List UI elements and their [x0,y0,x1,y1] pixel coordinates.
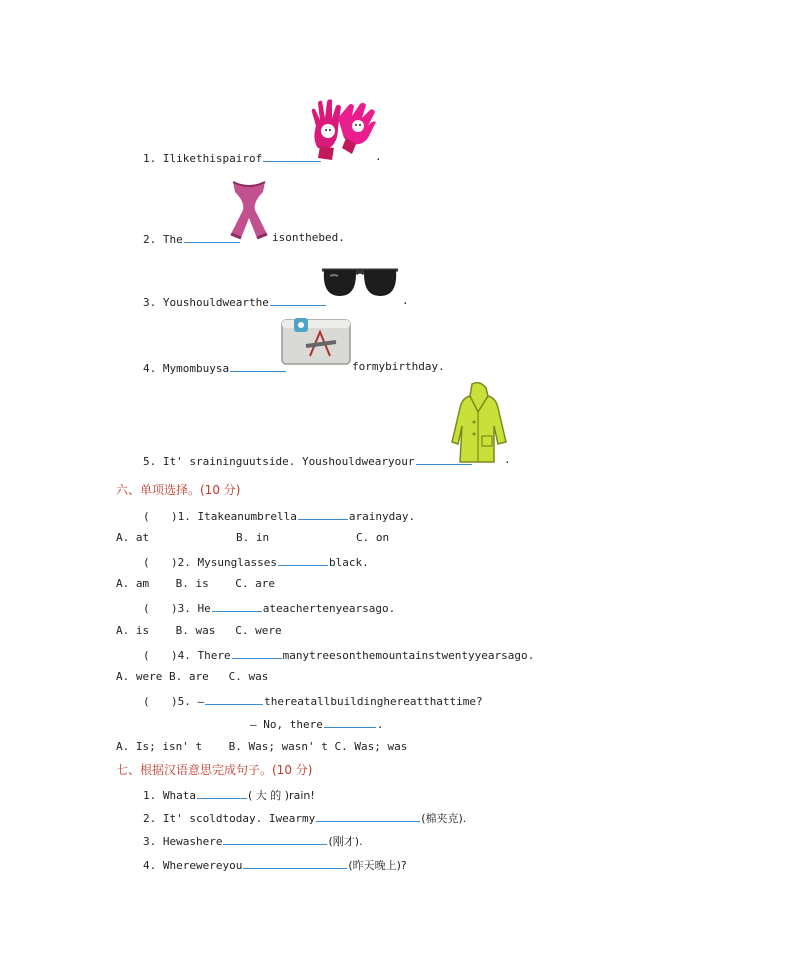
answer-blank[interactable] [197,786,247,799]
answer-blank[interactable] [298,507,348,520]
q6-5-reply-text: — No, there [250,718,323,731]
q7-4 [143,856,407,874]
q7-4-text: 4. Wherewereyou [143,859,243,872]
answer-blank[interactable] [316,809,420,822]
q6-1 [143,507,415,525]
paren-open: ( [143,695,150,708]
gloves-image [308,98,378,162]
q5-5 [143,452,473,470]
option-a[interactable]: A. at [116,531,150,544]
option-b[interactable]: B. in [236,531,270,544]
q6-3-text: )3. He [171,602,211,615]
q6-5-text: )5. — [171,695,205,708]
answer-blank[interactable] [212,599,262,612]
q5-2-post: isonthebed. [272,231,345,244]
q7-3-hint: (刚才). [328,835,363,848]
q7-2-hint: (棉夹克). [421,812,467,825]
answer-blank[interactable] [223,832,327,845]
q6-4-post: manytreesonthemountainstwentyyearsago. [282,649,535,662]
q6-3-post: ateachertenyearsago. [262,602,396,615]
paren-open: ( [143,556,150,569]
q5-4-pre: 4. Mymombuysa [143,362,230,375]
answer-blank[interactable] [205,692,263,705]
q6-3 [143,599,395,617]
q6-4-text: )4. There [171,649,231,662]
q6-5-reply [250,715,383,733]
q6-1-post: arainyday. [348,510,416,523]
q5-4-post: formybirthday. [352,360,445,373]
q6-4 [143,646,534,664]
q5-1-end: . [375,150,382,163]
raincoat-image [450,382,508,466]
sunglasses-image [320,262,400,300]
q5-2-pre: 2. The [143,233,183,246]
q6-4-options[interactable]: A. were B. are C. was [116,670,269,683]
q7-2 [143,809,466,827]
q6-5 [143,692,483,710]
q7-4-hint: (昨天晚上)? [348,859,407,872]
pencil-case-image [280,316,352,368]
q5-1 [143,149,322,167]
q5-5-end: . [504,453,511,466]
section7-title: 七、根据汉语意思完成句子。(10 分) [116,763,313,777]
q6-5-post: thereatallbuildinghereatthattime? [264,695,483,708]
q6-3-options[interactable]: A. is B. was C. were [116,624,282,637]
q6-1-text: )1. Itakeanumbrella [171,510,297,523]
q7-3-text: 3. Hewashere [143,835,223,848]
answer-blank[interactable] [232,646,282,659]
q6-5-options[interactable]: A. Is; isn' t B. Was; wasn' t C. Was; was [116,740,408,753]
answer-blank[interactable] [270,293,326,306]
q5-5-text: 5. It' sraininguutside. Youshouldwearyour [143,455,415,468]
q6-1-options [116,530,389,546]
answer-blank[interactable] [324,715,376,728]
q7-2-text: 2. It' scoldtoday. Iwearmy [143,812,316,825]
q5-1-text: 1. Ilikethispairof [143,152,263,165]
answer-blank[interactable] [278,553,328,566]
q7-1-text: 1. Whata [143,789,196,802]
q7-1 [143,786,315,804]
q5-3 [143,293,327,311]
q6-2-options[interactable]: A. am B. is C. are [116,577,275,590]
q5-4 [143,359,287,377]
q5-3-end: . [402,294,409,307]
answer-blank[interactable] [230,359,286,372]
q6-2 [143,553,369,571]
q5-3-text: 3. Youshouldwearthe [143,296,269,309]
paren-open: ( [143,602,150,615]
q7-1-hint: ( 大 的 )rain! [247,789,315,802]
option-c[interactable]: C. on [356,531,390,544]
q6-5-reply-end: . [376,718,384,731]
paren-open: ( [143,510,150,523]
q7-3 [143,832,363,850]
answer-blank[interactable] [243,856,347,869]
q6-2-text: )2. Mysunglasses [171,556,277,569]
q6-2-post: black. [328,556,369,569]
paren-open: ( [143,649,150,662]
scarf-image [227,180,271,242]
section6-title: 六、单项选择。(10 分) [116,483,241,497]
